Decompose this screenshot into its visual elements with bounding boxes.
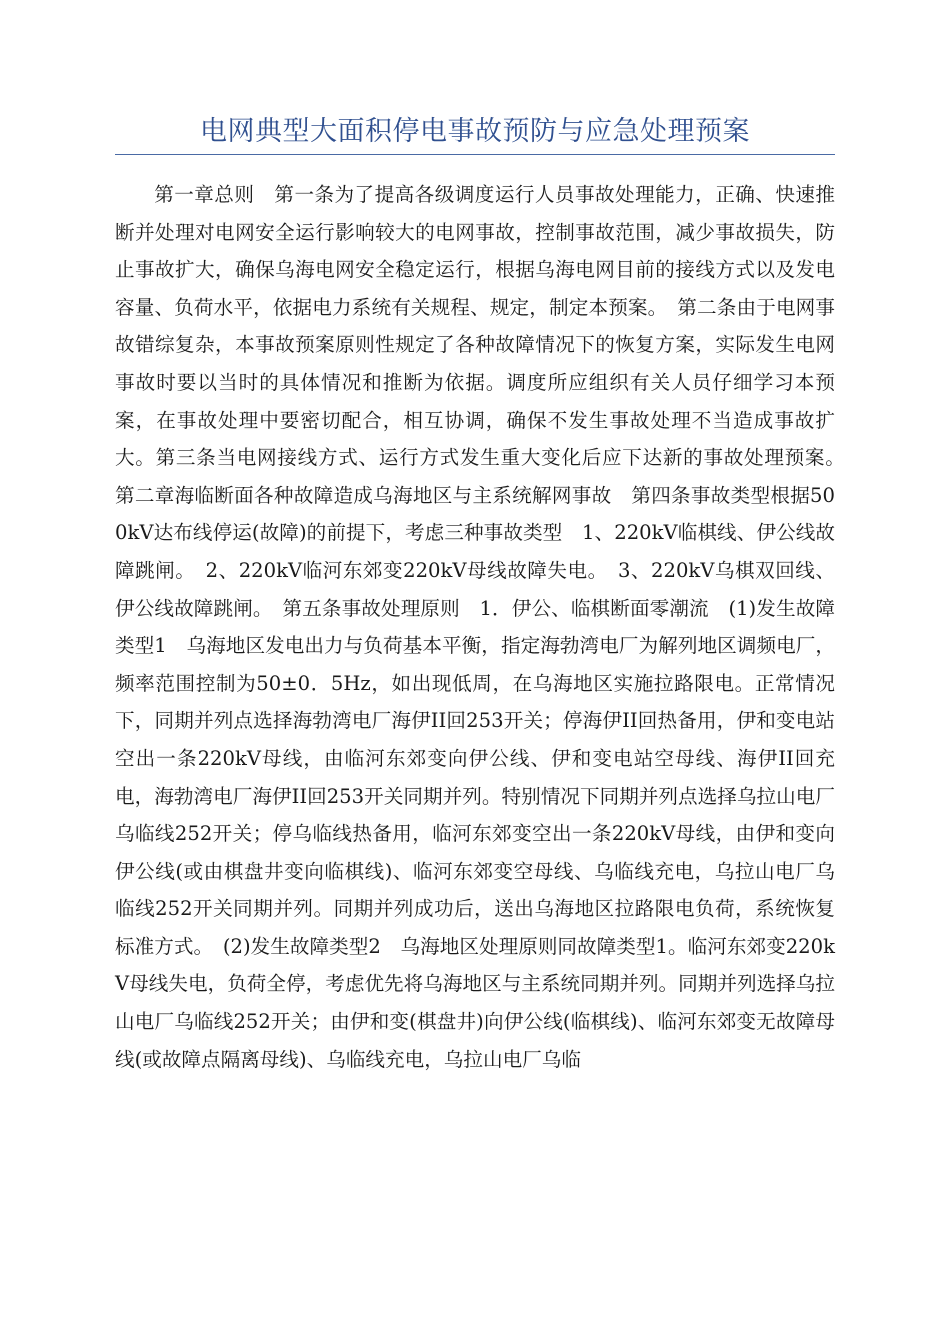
document-title: 电网典型大面积停电事故预防与应急处理预案	[200, 116, 750, 147]
title-underline	[115, 154, 835, 155]
document-body: 第一章总则 第一条为了提高各级调度运行人员事故处理能力，正确、快速推断并处理对电网安全运行影响较大的电网事故，控制事故范围，减少事故损失，防止事故扩大，确保乌海电网安全稳定运行，根据乌海电网目前的接线方式以及发电容量、负荷水平，依据电力系统有关规程、规定，制定本预案。 第二条由于电网事故错综复杂，本事故预案原则性规定了各种故障情况下的恢复方案，实际发生电网事故时要以当时的具体情况和推断为依据。调度所应组织有关人员仔细学习本预案，在事故处理中要密切配合，相互协调，确保不发生事故处理不当造成事故扩大。第三条当电网接线方式、运行方式发生重大变化后应下达新的事故处理预案。 第二章海临断面各种故障造成乌海地区与主系统解网事故 第四条事故类型根据500kV达布线停运(故障)的前提下，考虑三种事故类型 1、220kV临棋线、伊公线故障跳闸。 2、220kV临河东郊变220kV母线故障失电。 3、220kV乌棋双回线、伊公线故障跳闸。 第五条事故处理原则 1．伊公、临棋断面零潮流 (1)发生故障类型1 乌海地区发电出力与负荷基本平衡，指定海勃湾电厂为解列地区调频电厂，频率范围控制为50±0．5Hz，如出现低周，在乌海地区实施拉路限电。正常情况下，同期并列点选择海勃湾电厂海伊II回253开关；停海伊II回热备用，伊和变电站空出一条220kV母线，由临河东郊变向伊公线、伊和变电站空母线、海伊II回充电，海勃湾电厂海伊II回253开关同期并列。特别情况下同期并列点选择乌拉山电厂乌临线252开关；停乌临线热备用，临河东郊变空出一条220kV母线，由伊和变向伊公线(或由棋盘井变向临棋线)、临河东郊变空母线、乌临线充电，乌拉山电厂乌临线252开关同期并列。同期并列成功后，送出乌海地区拉路限电负荷，系统恢复标准方式。 (2)发生故障类型2 乌海地区处理原则同故障类型1。临河东郊变220kV母线失电，负荷全停，考虑优先将乌海地区与主系统同期并列。同期并列选择乌拉山电厂乌临线252开关；由伊和变(棋盘井)向伊公线(临棋线)、临河东郊变无故障母线(或故障点隔离母线)、乌临线充电，乌拉山电厂乌临	[115, 183, 855, 1071]
